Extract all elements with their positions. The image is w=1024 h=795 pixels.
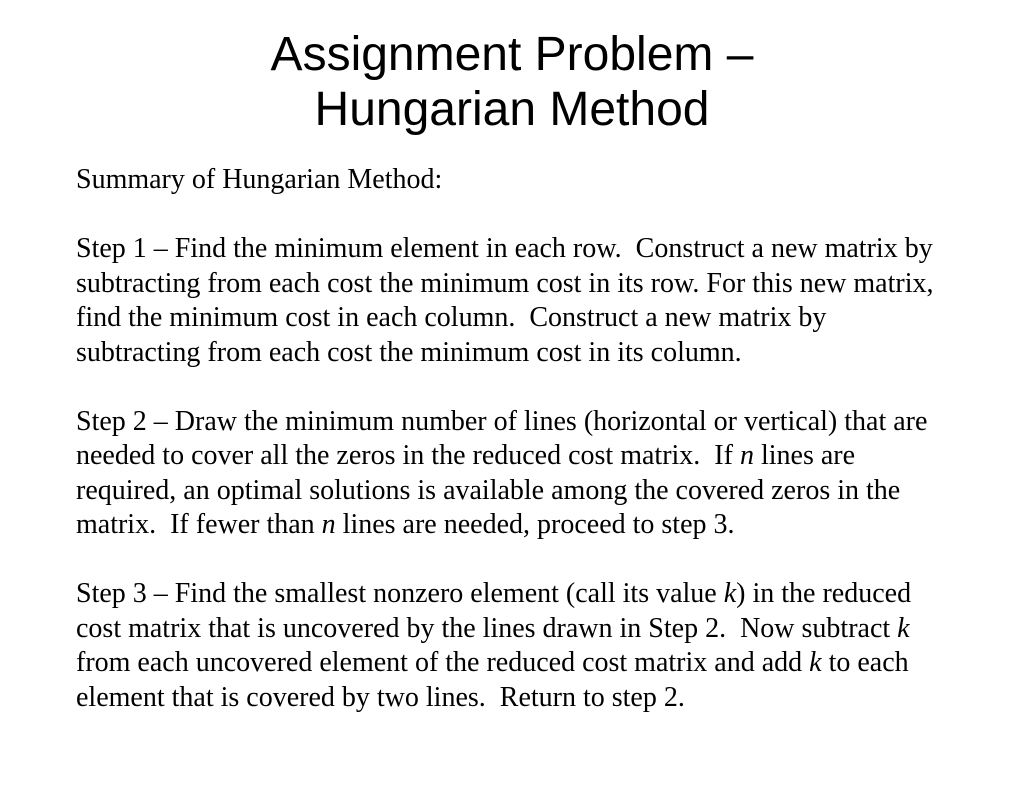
text-run: lines are needed, proceed to step 3.	[335, 509, 735, 540]
text-run: Step 1 – Find the minimum element in each row. Construct a new matrix by subtracting from each cost the minimum cost in its row. For this new matrix, find the minimum cost in each column. Construct a new matrix by subtracting from each cost the minimum cost in its column.	[76, 233, 941, 368]
text-run: Summary of Hungarian Method:	[76, 164, 443, 195]
variable-italic: k	[897, 612, 910, 644]
variable-italic: k	[723, 578, 737, 609]
slide-body	[76, 163, 944, 715]
slide-title-line-2: Hungarian Method	[314, 83, 710, 136]
slide-title	[0, 27, 1024, 137]
text-run: Step 3 – Find the smallest nonzero element (call its value	[76, 578, 724, 609]
slide-title-line-1: Assignment Problem –	[270, 28, 754, 81]
variable-italic: n	[321, 509, 336, 540]
paragraph-step-1	[76, 232, 944, 370]
paragraph-step-2	[76, 405, 944, 543]
slide	[0, 27, 1024, 795]
paragraph-summary-heading	[76, 163, 944, 198]
text-run: lines are required, an optimal solutions is available among the covered zeros in the matrix. If fewer than	[76, 440, 908, 540]
text-run: to each element that is covered by two lines. Return to step 2.	[76, 647, 916, 713]
variable-italic: k	[809, 647, 822, 678]
text-run: Step 2 – Draw the minimum number of lines (horizontal or vertical) that are needed to cover all the zeros in the reduced cost matrix. If	[76, 405, 935, 471]
text-run: ) in the reduced cost matrix that is uncovered by the lines drawn in Step 2. Now subtract	[76, 578, 919, 644]
variable-italic: n	[739, 440, 754, 471]
text-run: from each uncovered element of the reduced cost matrix and add	[76, 612, 917, 678]
paragraph-step-3	[76, 577, 944, 715]
